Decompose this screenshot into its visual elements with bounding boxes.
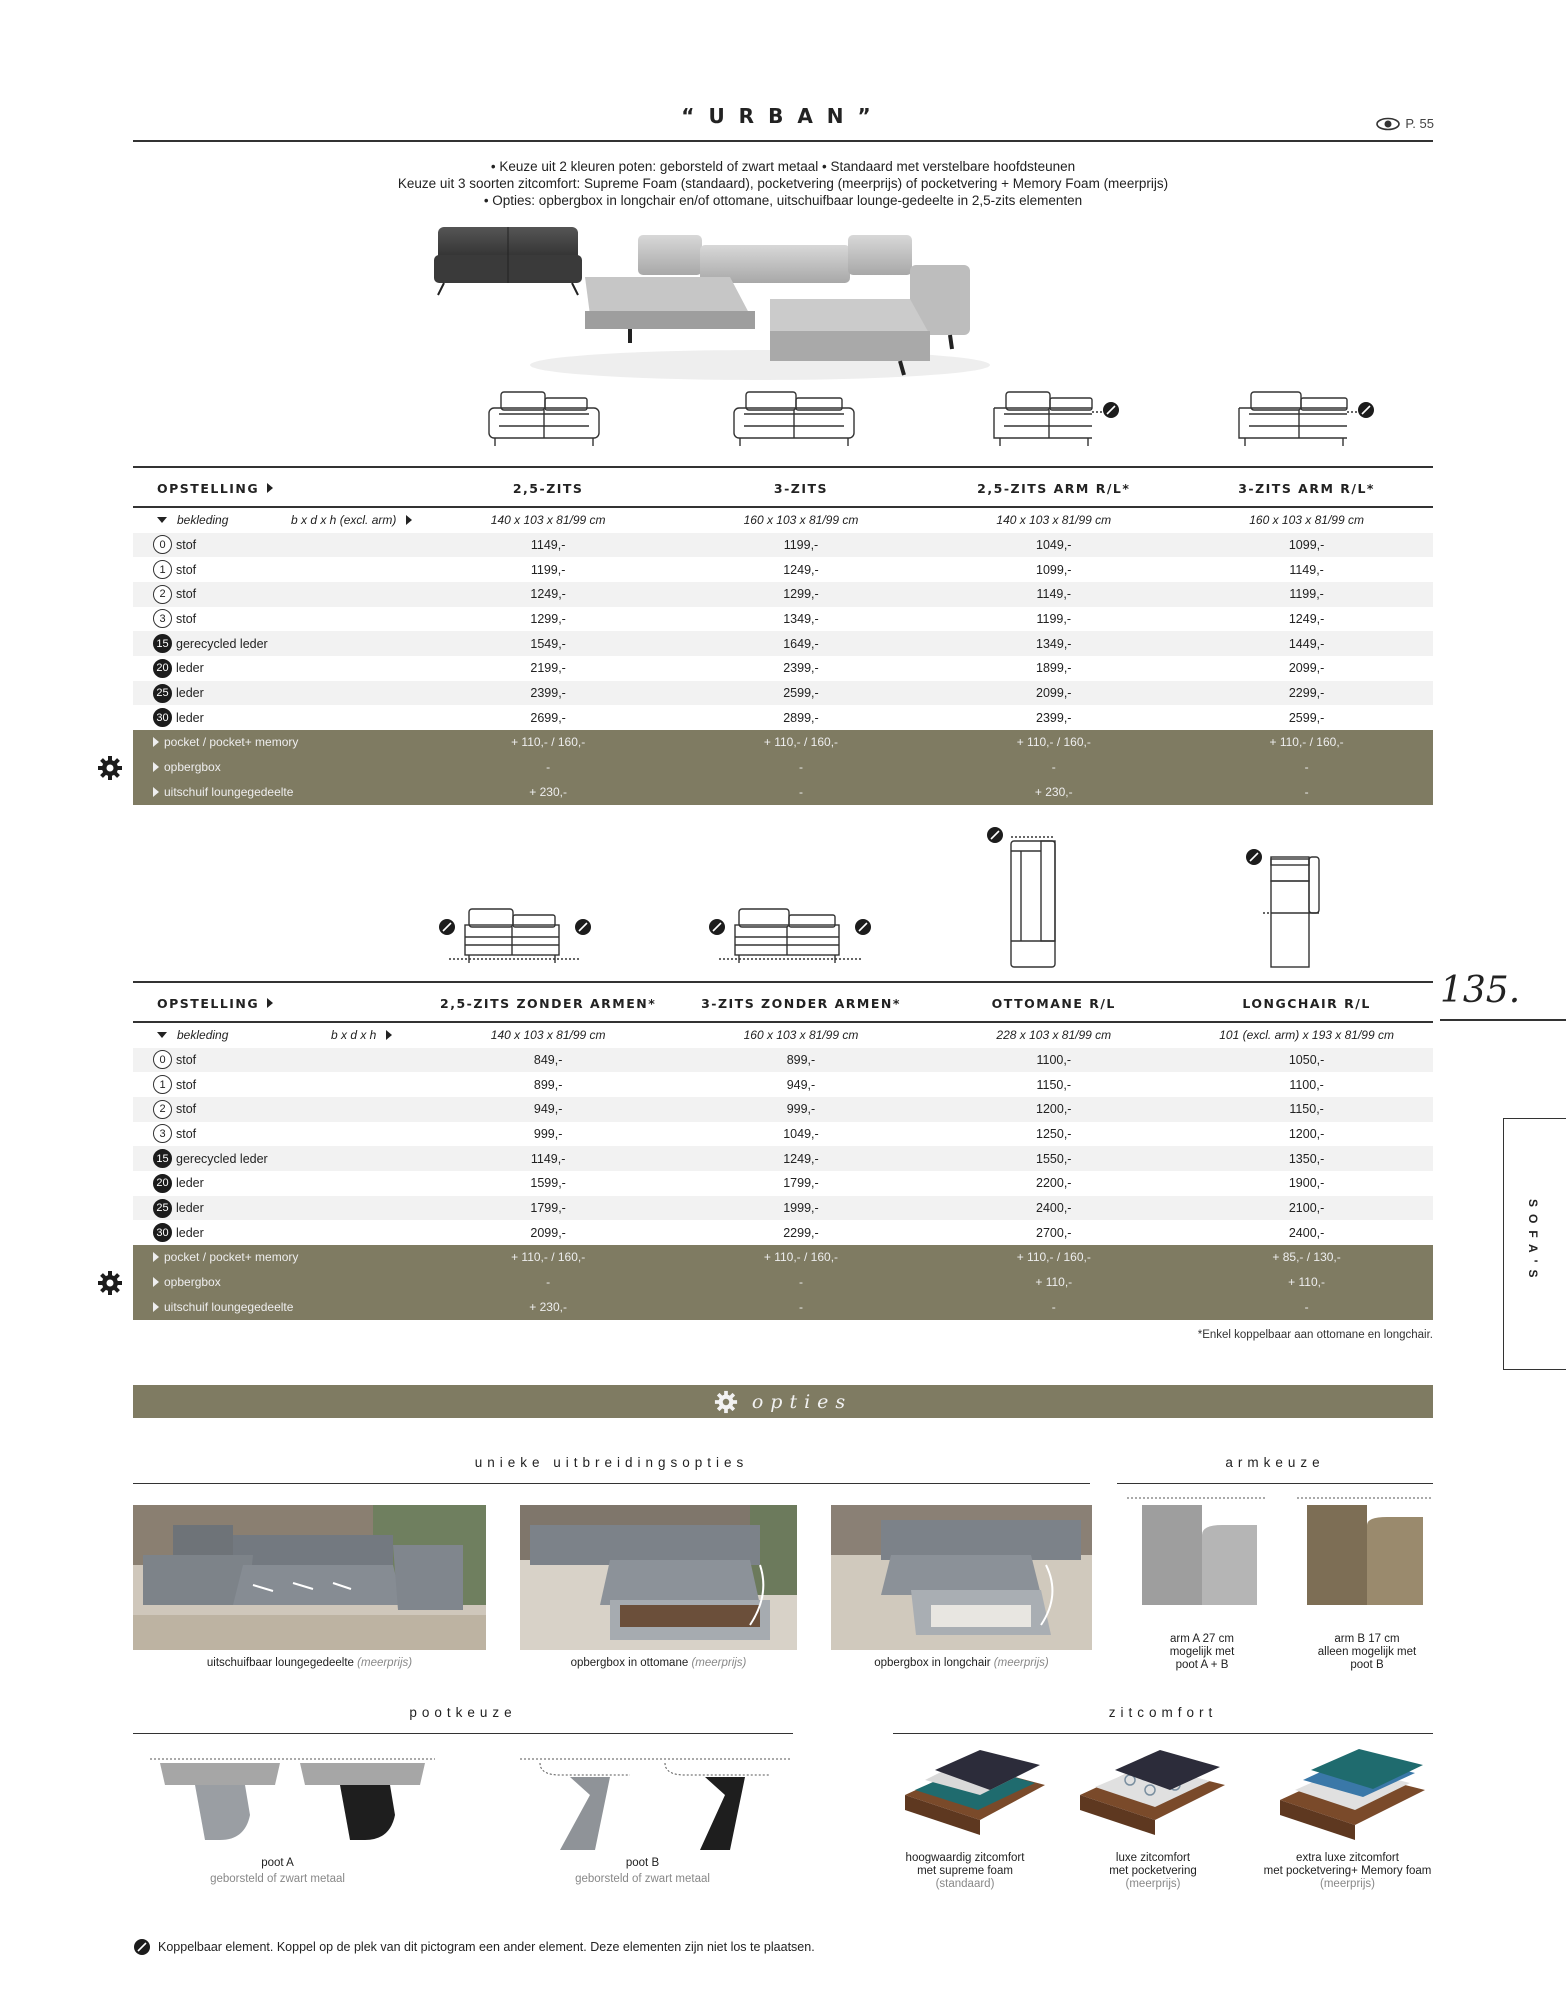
photo-pocketvering	[1075, 1745, 1230, 1845]
material-label: stof	[176, 1102, 197, 1117]
caption-line: geborsteld of zwart metaal	[575, 1873, 710, 1885]
price-cell: 2100,-	[1288, 1201, 1325, 1216]
material-label: leder	[176, 1225, 204, 1240]
table1-col-1: 2,5-ZITS	[512, 480, 584, 496]
option-price-cell: -	[798, 1275, 803, 1290]
option-price-cell: + 85,- / 130,-	[1272, 1250, 1341, 1265]
price-cell: 2299,-	[783, 1225, 819, 1240]
pictogram-ottomane	[985, 825, 1075, 973]
material-label: leder	[176, 710, 204, 725]
price-cell: 1149,-	[1036, 587, 1072, 602]
section-zitcomfort-title: zitcomfort	[1108, 1705, 1218, 1720]
caption-line: arm B 17 cm	[1334, 1633, 1400, 1645]
legend	[133, 1938, 815, 1956]
price-cell: 1249,-	[530, 587, 566, 602]
caption-opbergbox-longchair	[831, 1657, 1092, 1670]
link-icon	[1103, 402, 1119, 418]
triangle-right-icon	[153, 787, 159, 797]
price-cell: 1549,-	[530, 636, 566, 651]
table1-dims-1: 140 x 103 x 81/99 cm	[490, 513, 606, 528]
price-cell: 899,-	[786, 1052, 816, 1067]
section-armkeuze-title: armkeuze	[1225, 1455, 1325, 1470]
material-label: stof	[176, 562, 197, 577]
price-cell: 1050,-	[1288, 1052, 1325, 1067]
table-row	[133, 582, 1433, 607]
caption-line: met pocketvering	[1109, 1865, 1197, 1877]
option-price-cell: + 110,- / 160,-	[1269, 735, 1344, 750]
price-group-badge: 15	[153, 634, 172, 653]
option-price-cell: -	[546, 760, 551, 775]
caption-line: geborsteld of zwart metaal	[210, 1873, 345, 1885]
price-cell: 1999,-	[783, 1201, 819, 1216]
table-row	[133, 705, 1433, 730]
caption-memory-foam	[1255, 1852, 1440, 1891]
price-cell: 2399,-	[783, 661, 819, 676]
price-cell: 2899,-	[783, 710, 819, 725]
table1-sub-label: bekleding	[177, 513, 229, 528]
table-row	[133, 557, 1433, 582]
table2-dims-3: 228 x 103 x 81/99 cm	[996, 1028, 1112, 1043]
price-cell: 1349,-	[783, 611, 819, 626]
photo-supreme-foam	[900, 1745, 1050, 1845]
price-cell: 949,-	[786, 1077, 816, 1092]
pictogram-3-zits-arm	[1233, 388, 1383, 452]
pictogram-2-5-zits-arm	[988, 388, 1128, 452]
table1-dims-4: 160 x 103 x 81/99 cm	[1249, 513, 1364, 528]
material-label: stof	[176, 611, 197, 626]
price-cell: 999,-	[533, 1126, 563, 1141]
section-uitbreiding-title: unieke uitbreidingsopties	[474, 1455, 749, 1470]
price-cell: 1049,-	[783, 1126, 819, 1141]
price-group-badge: 1	[153, 560, 172, 579]
caption-line: poot B	[625, 1857, 660, 1869]
triangle-down-icon	[157, 1032, 167, 1038]
price-group-badge: 30	[153, 1223, 172, 1242]
eye-icon	[1375, 117, 1401, 131]
price-cell: 2399,-	[1036, 710, 1072, 725]
price-cell: 2599,-	[1288, 710, 1325, 725]
pictogram-2-5-zits-zonder-armen	[435, 905, 595, 969]
option-price-cell: + 230,-	[1034, 784, 1073, 799]
price-cell: 2099,-	[530, 1225, 566, 1240]
pictogram-longchair	[1243, 845, 1333, 973]
caption-note: (meerprijs)	[691, 1657, 747, 1669]
option-label: pocket / pocket+ memory	[164, 735, 299, 750]
price-cell: 1299,-	[783, 587, 819, 602]
triangle-right-icon	[406, 515, 412, 525]
table1-dims-label: b x d x h (excl. arm)	[291, 513, 397, 528]
material-label: leder	[176, 1201, 204, 1216]
price-cell: 2400,-	[1036, 1201, 1072, 1216]
caption-poot-b	[515, 1857, 770, 1886]
price-cell: 2400,-	[1288, 1225, 1325, 1240]
option-label: opbergbox	[164, 1275, 221, 1290]
price-cell: 1100,-	[1289, 1077, 1324, 1092]
photo-loungegedeelte	[133, 1505, 486, 1650]
price-cell: 1199,-	[783, 537, 819, 552]
option-price-cell: + 110,- / 160,-	[511, 735, 586, 750]
price-group-badge: 1	[153, 1075, 172, 1094]
option-label: pocket / pocket+ memory	[164, 1250, 299, 1265]
material-label: stof	[176, 587, 197, 602]
option-price-cell: -	[1304, 1299, 1309, 1314]
table2-dims-4: 101 (excl. arm) x 193 x 81/99 cm	[1219, 1028, 1394, 1043]
triangle-right-icon	[386, 1030, 392, 1040]
hero-sofa-image	[430, 215, 1010, 385]
price-cell: 2700,-	[1036, 1225, 1072, 1240]
option-price-cell: + 110,- / 160,-	[1016, 1250, 1091, 1265]
caption-text: opbergbox in longchair	[874, 1657, 991, 1669]
price-group-badge: 3	[153, 1124, 172, 1143]
feature-line-2: Keuze uit 3 soorten zitcomfort: Supreme Foam (standaard), pocketvering (meerprijs) of pocketvering + Memory Foam (meerprijs)	[397, 176, 1169, 191]
price-cell: 849,-	[533, 1052, 563, 1067]
material-label: leder	[176, 686, 204, 701]
table-row	[133, 631, 1433, 656]
header-rule	[133, 140, 1433, 142]
price-cell: 1150,-	[1036, 1077, 1072, 1092]
caption-line: mogelijk met	[1169, 1646, 1235, 1658]
section-pootkeuze-title: pootkeuze	[409, 1705, 517, 1720]
price-cell: 1449,-	[1288, 636, 1325, 651]
table-row	[133, 1048, 1433, 1073]
option-price-cell: + 110,- / 160,-	[763, 735, 839, 750]
material-label: stof	[176, 537, 197, 552]
table2-col-3: OTTOMANE R/L	[991, 995, 1116, 1011]
option-price-cell: -	[546, 1275, 551, 1290]
gear-icon	[97, 755, 123, 781]
footnote: *Enkel koppelbaar aan ottomane en longchair.	[1197, 1329, 1433, 1341]
table2-dims-1: 140 x 103 x 81/99 cm	[490, 1028, 606, 1043]
option-label: opbergbox	[164, 760, 221, 775]
section-tab[interactable]	[1503, 1118, 1566, 1370]
option-row	[133, 730, 1433, 755]
price-cell: 2599,-	[783, 686, 819, 701]
photo-opbergbox-longchair	[831, 1505, 1092, 1650]
price-cell: 1149,-	[530, 537, 566, 552]
table-row	[133, 681, 1433, 706]
price-cell: 2199,-	[530, 661, 566, 676]
table2-col-4: LONGCHAIR R/L	[1242, 995, 1371, 1011]
price-cell: 999,-	[786, 1102, 816, 1117]
option-price-cell: -	[798, 760, 803, 775]
photo-arm-a	[1127, 1495, 1267, 1615]
price-group-badge: 0	[153, 535, 172, 554]
price-cell: 899,-	[533, 1077, 563, 1092]
table1-header	[133, 468, 1433, 508]
material-label: stof	[176, 1126, 197, 1141]
price-cell: 1599,-	[530, 1176, 566, 1191]
photo-opbergbox-ottomane	[520, 1505, 797, 1650]
option-price-cell: + 230,-	[529, 1299, 567, 1314]
option-price-cell: -	[798, 1299, 803, 1314]
option-label: uitschuif loungegedeelte	[164, 1299, 294, 1314]
table-row	[133, 1171, 1433, 1196]
price-group-badge: 0	[153, 1050, 172, 1069]
pictogram-2-5-zits	[483, 388, 605, 452]
option-label: uitschuif loungegedeelte	[164, 784, 294, 799]
caption-line: (meerprijs)	[1125, 1878, 1181, 1890]
page-reference[interactable]	[1375, 116, 1434, 131]
table2-header-label: OPSTELLING	[157, 995, 260, 1011]
table1-dims-row	[133, 508, 1433, 533]
price-group-badge: 3	[153, 609, 172, 628]
price-cell: 1350,-	[1288, 1151, 1325, 1166]
option-price-cell: + 110,- / 160,-	[763, 1250, 839, 1265]
table1-dims-2: 160 x 103 x 81/99 cm	[743, 513, 859, 528]
link-icon	[855, 919, 871, 935]
table-row	[133, 1220, 1433, 1245]
pictogram-3-zits	[728, 388, 860, 452]
table1-col-3: 2,5-ZITS ARM R/L*	[977, 480, 1131, 496]
caption-supreme-foam	[890, 1852, 1040, 1891]
price-cell: 1149,-	[530, 1151, 566, 1166]
caption-note: (meerprijs)	[993, 1657, 1049, 1669]
material-label: stof	[176, 1052, 197, 1067]
material-label: gerecycled leder	[176, 1151, 268, 1166]
triangle-right-icon	[153, 1252, 159, 1262]
price-cell: 1150,-	[1289, 1102, 1324, 1117]
table2-dims-label: b x d x h	[331, 1028, 377, 1043]
table-row	[133, 533, 1433, 558]
material-label: gerecycled leder	[176, 636, 268, 651]
feature-line-3: • Opties: opbergbox in longchair en/of ottomane, uitschuifbaar lounge-gedeelte in 2,5-zits elementen	[483, 193, 1083, 208]
page-ref-text: P. 55	[1405, 116, 1434, 131]
table2-header	[133, 983, 1433, 1023]
price-group-badge: 25	[153, 1199, 172, 1218]
feature-list	[133, 158, 1433, 209]
link-icon	[133, 1938, 151, 1956]
page-title: “URBAN”	[681, 104, 885, 128]
price-cell: 1200,-	[1036, 1102, 1072, 1117]
price-group-badge: 25	[153, 684, 172, 703]
option-price-cell: + 110,-	[1288, 1275, 1325, 1290]
option-row	[133, 1270, 1433, 1295]
link-icon	[575, 919, 591, 935]
table-row	[133, 1097, 1433, 1122]
caption-line: (meerprijs)	[1320, 1878, 1375, 1890]
page-number-rule	[1440, 1019, 1566, 1021]
price-cell: 949,-	[533, 1102, 563, 1117]
price-cell: 1199,-	[530, 562, 566, 577]
price-cell: 1249,-	[783, 1151, 819, 1166]
price-cell: 1899,-	[1036, 661, 1072, 676]
price-cell: 2099,-	[1036, 686, 1072, 701]
caption-line: arm A 27 cm	[1170, 1633, 1234, 1645]
table-row	[133, 1146, 1433, 1171]
table-row	[133, 1122, 1433, 1147]
option-price-cell: -	[1051, 1299, 1056, 1314]
price-group-badge: 20	[153, 659, 172, 678]
table1-header-label: OPSTELLING	[157, 480, 260, 496]
option-price-cell: -	[1051, 760, 1056, 775]
caption-arm-b	[1297, 1633, 1437, 1672]
link-icon	[439, 919, 455, 935]
link-icon	[1246, 849, 1262, 865]
link-icon	[709, 919, 725, 935]
table2-dims-2: 160 x 103 x 81/99 cm	[743, 1028, 859, 1043]
table2-sub-label: bekleding	[177, 1028, 229, 1043]
price-cell: 1099,-	[1288, 537, 1325, 552]
link-icon	[987, 827, 1003, 843]
triangle-right-icon	[153, 1277, 159, 1287]
material-label: leder	[176, 661, 204, 676]
option-row	[133, 1295, 1433, 1320]
price-cell: 1249,-	[1288, 611, 1325, 626]
option-row	[133, 755, 1433, 780]
table-row	[133, 656, 1433, 681]
option-row	[133, 780, 1433, 805]
price-cell: 1199,-	[1036, 611, 1072, 626]
caption-arm-a	[1127, 1633, 1277, 1672]
legend-text: Koppelbaar element. Koppel op de plek van dit pictogram een ander element. Deze elementen zijn niet los te plaatsen.	[158, 1940, 815, 1954]
price-cell: 1199,-	[1289, 587, 1324, 602]
caption-line: hoogwaardig zitcomfort	[905, 1852, 1025, 1864]
triangle-right-icon	[153, 737, 159, 747]
price-cell: 1200,-	[1288, 1126, 1325, 1141]
price-group-badge: 30	[153, 708, 172, 727]
table2-col-2: 3-ZITS ZONDER ARMEN*	[701, 995, 901, 1011]
table-row	[133, 1196, 1433, 1221]
table-row	[133, 1072, 1433, 1097]
price-cell: 1299,-	[530, 611, 566, 626]
price-cell: 1100,-	[1036, 1052, 1072, 1067]
gear-icon	[714, 1390, 738, 1414]
caption-text: uitschuifbaar loungegedeelte	[206, 1657, 354, 1669]
section-armkeuze-rule	[1117, 1483, 1433, 1484]
price-cell: 1049,-	[1036, 537, 1072, 552]
price-cell: 1799,-	[530, 1201, 566, 1216]
price-cell: 2099,-	[1288, 661, 1325, 676]
opties-title: opties	[751, 1390, 853, 1413]
price-group-badge: 2	[153, 585, 172, 604]
material-label: leder	[176, 1176, 204, 1191]
photo-memory-foam	[1275, 1745, 1430, 1845]
table1-col-2: 3-ZITS	[773, 480, 829, 496]
table2-col-1: 2,5-ZITS ZONDER ARMEN*	[440, 995, 657, 1011]
price-cell: 1149,-	[1289, 562, 1324, 577]
caption-line: poot A + B	[1175, 1659, 1229, 1671]
caption-pocketvering	[1078, 1852, 1228, 1891]
material-label: stof	[176, 1077, 197, 1092]
gear-icon	[97, 1270, 123, 1296]
table1-dims-3: 140 x 103 x 81/99 cm	[996, 513, 1112, 528]
caption-opbergbox-ottomane	[520, 1657, 797, 1670]
price-cell: 1550,-	[1036, 1151, 1072, 1166]
caption-note: (meerprijs)	[357, 1657, 413, 1669]
caption-line: met supreme foam	[917, 1865, 1013, 1877]
section-uitbreiding-rule	[133, 1483, 1090, 1484]
caption-poot-a	[150, 1857, 405, 1886]
photo-poot-a	[150, 1755, 435, 1850]
price-group-badge: 15	[153, 1149, 172, 1168]
caption-line: luxe zitcomfort	[1115, 1852, 1191, 1864]
photo-poot-b	[520, 1755, 790, 1855]
page-number: 135.	[1440, 970, 1521, 1011]
link-icon	[1358, 402, 1374, 418]
price-cell: 1250,-	[1036, 1126, 1072, 1141]
price-cell: 1099,-	[1036, 562, 1072, 577]
caption-line: alleen mogelijk met	[1317, 1646, 1417, 1658]
table1-col-4: 3-ZITS ARM R/L*	[1238, 480, 1375, 496]
option-price-cell: -	[1304, 760, 1309, 775]
triangle-down-icon	[157, 517, 167, 523]
option-row	[133, 1245, 1433, 1270]
pictogram-3-zits-zonder-armen	[705, 905, 875, 969]
price-cell: 1799,-	[783, 1176, 819, 1191]
caption-loungegedeelte	[133, 1657, 486, 1670]
price-cell: 1649,-	[783, 636, 819, 651]
caption-line: extra luxe zitcomfort	[1296, 1852, 1399, 1864]
table-row	[133, 607, 1433, 632]
price-cell: 1900,-	[1288, 1176, 1325, 1191]
price-cell: 2200,-	[1036, 1176, 1072, 1191]
option-price-cell: + 110,- / 160,-	[511, 1250, 586, 1265]
price-cell: 2399,-	[530, 686, 566, 701]
price-cell: 2699,-	[530, 710, 566, 725]
triangle-right-icon	[267, 483, 273, 493]
option-price-cell: + 110,- / 160,-	[1016, 735, 1091, 750]
section-zitcomfort-rule	[893, 1733, 1433, 1734]
option-price-cell: -	[798, 784, 803, 799]
caption-line: (standaard)	[935, 1878, 995, 1890]
caption-line: poot B	[1350, 1659, 1384, 1671]
price-cell: 2299,-	[1288, 686, 1325, 701]
caption-line: met pocketvering+ Memory foam	[1263, 1865, 1432, 1877]
triangle-right-icon	[153, 762, 159, 772]
triangle-right-icon	[267, 998, 273, 1008]
caption-line: poot A	[261, 1857, 294, 1869]
table2-dims-row	[133, 1023, 1433, 1048]
section-tab-label: SOFA'S	[1526, 1199, 1540, 1285]
option-price-cell: -	[1304, 784, 1309, 799]
opties-banner	[133, 1385, 1433, 1418]
triangle-right-icon	[153, 1302, 159, 1312]
option-price-cell: + 110,-	[1035, 1275, 1073, 1290]
option-price-cell: + 230,-	[529, 784, 567, 799]
section-pootkeuze-rule	[133, 1733, 793, 1734]
price-cell: 1249,-	[783, 562, 819, 577]
price-group-badge: 2	[153, 1100, 172, 1119]
caption-text: opbergbox in ottomane	[570, 1657, 689, 1669]
price-group-badge: 20	[153, 1174, 172, 1193]
price-cell: 1349,-	[1036, 636, 1072, 651]
feature-line-1: • Keuze uit 2 kleuren poten: geborsteld of zwart metaal • Standaard met verstelbare hoofdsteunen	[490, 159, 1076, 174]
photo-arm-b	[1297, 1495, 1433, 1615]
